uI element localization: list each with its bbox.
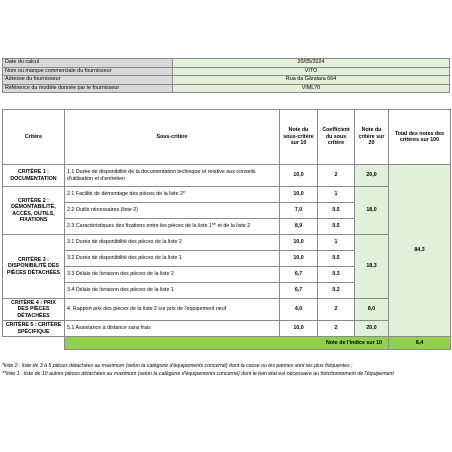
sub-criterion-note: 8,9 [280,219,318,235]
sub-criterion-note: 10,0 [280,235,318,251]
sub-criterion-coef: 0,5 [318,203,355,219]
criterion-name: CRITÈRE 1 : DOCUMENTATION [3,165,65,187]
sub-criterion-note: 10,0 [280,165,318,187]
sub-criterion-label: 3.1 Durée de disponibilité des pièces de la liste 2 [65,235,280,251]
sub-criterion-note: 10,0 [280,251,318,267]
repairability-score-table [2,109,451,350]
criterion-name: CRITÈRE 4 : PRIX DES PIÈCES DÉTACHÉES [3,299,65,321]
sub-criterion-coef: 0,3 [318,267,355,283]
header-sous-critere: Sous-critère [65,110,280,165]
sub-criterion-coef: 2 [318,299,355,321]
criterion-name: CRITÈRE 3 : DISPONIBILITÉ DES PIÈCES DÉTACHÉES [3,235,65,299]
info-label: Adresse du fournisseur [3,76,173,85]
header-total: Total des notes des critères sur 100 [389,110,451,165]
sub-criterion-coef: 0,2 [318,283,355,299]
sub-criterion-note: 6,7 [280,283,318,299]
criterion-score: 20,0 [355,165,389,187]
table-row [3,187,451,203]
criterion-score: 18,0 [355,187,389,235]
info-row-date [3,59,450,68]
info-value: VIML70 [173,84,450,93]
header-note: Note du sous-critère sur 10 [280,110,318,165]
sub-criterion-label: 3.2 Durée de disponibilité des pièces de la liste 1 [65,251,280,267]
sub-criterion-coef: 0,5 [318,251,355,267]
info-label: Date du calcul [3,59,173,68]
criterion-score: 18,3 [355,235,389,299]
sub-criterion-label: 2.3 Caractéristiques des fixations entre les pièces de la liste 1** et de la liste 2 [65,219,280,235]
sub-criterion-label: 3.4 Délais de livraison des pièces de la liste 1 [65,283,280,299]
header-note20: Note du critère sur 20 [355,110,389,165]
table-row [3,299,451,321]
sub-criterion-note: 10,0 [280,321,318,337]
criterion-score: 8,0 [355,299,389,321]
table-row [3,235,451,251]
table-header-row [3,110,451,165]
info-value: VITO [173,67,450,76]
sub-criterion-coef: 2 [318,321,355,337]
sub-criterion-note: 7,0 [280,203,318,219]
sub-criterion-label: 1.1 Durée de disponibilité de la documentation technique et relative aux conseils d'utilisation et d'entretien [65,165,280,187]
footnote-liste-2: *liste 2 : liste de 3 à 5 pièces détachées au maximum (selon la catégorie d'équipements concerné) dont la casse ou les pannes sont les plus fréquentes ; [2,363,353,369]
index-score-row [3,337,451,350]
footnote-liste-1: **liste 1 : liste de 10 autres pièces détachées au maximum (selon la catégorie d'équipements concerné) dont le bon état est nécessaire au fonctionnement de l'équipement [2,371,394,377]
sub-criterion-label: 4. Rapport prix des pièces de la liste 2 sur prix de l'équipement neuf [65,299,280,321]
sub-criterion-coef: 1 [318,235,355,251]
info-row-brand [3,67,450,76]
header-critere: Critère [3,110,65,165]
index-score-value: 8,4 [389,337,451,350]
info-label: Nom ou marque commerciale du fournisseur [3,67,173,76]
sub-criterion-coef: 0,5 [318,219,355,235]
table-row [3,321,451,337]
sub-criterion-label: 5.1 Assistance à distance sans frais [65,321,280,337]
sub-criterion-note: 6,7 [280,267,318,283]
sub-criterion-note: 10,0 [280,187,318,203]
sub-criterion-label: 2.2 Outils nécessaires (liste 2) [65,203,280,219]
criterion-name: CRITÈRE 5 : CRITÈRE SPÉCIFIQUE [3,321,65,337]
info-row-address [3,76,450,85]
sub-criterion-coef: 2 [318,165,355,187]
info-label: Référence du modèle donnée par le fournisseur [3,84,173,93]
criterion-score: 20,0 [355,321,389,337]
header-coef: Coefficient du sous critère [318,110,355,165]
info-value: Rua da Gândara 664 [173,76,450,85]
sub-criterion-label: 2.1 Facilité de démontage des pièces de la liste 2* [65,187,280,203]
sub-criterion-coef: 1 [318,187,355,203]
total-score: 84,3 [389,165,451,337]
table-row [3,165,451,187]
info-row-model [3,84,450,93]
criterion-name: CRITÈRE 2 : DÉMONTABILITÉ, ACCÈS, OUTILS, FIXATIONS [3,187,65,235]
sub-criterion-label: 3.3 Délais de livraison des pièces de la liste 2 [65,267,280,283]
info-value: 20/05/2024 [173,59,450,68]
supplier-info-table [2,58,450,93]
footnotes [2,362,448,378]
index-score-label: Note de l'indice sur 10 [65,337,389,350]
sub-criterion-note: 4,0 [280,299,318,321]
